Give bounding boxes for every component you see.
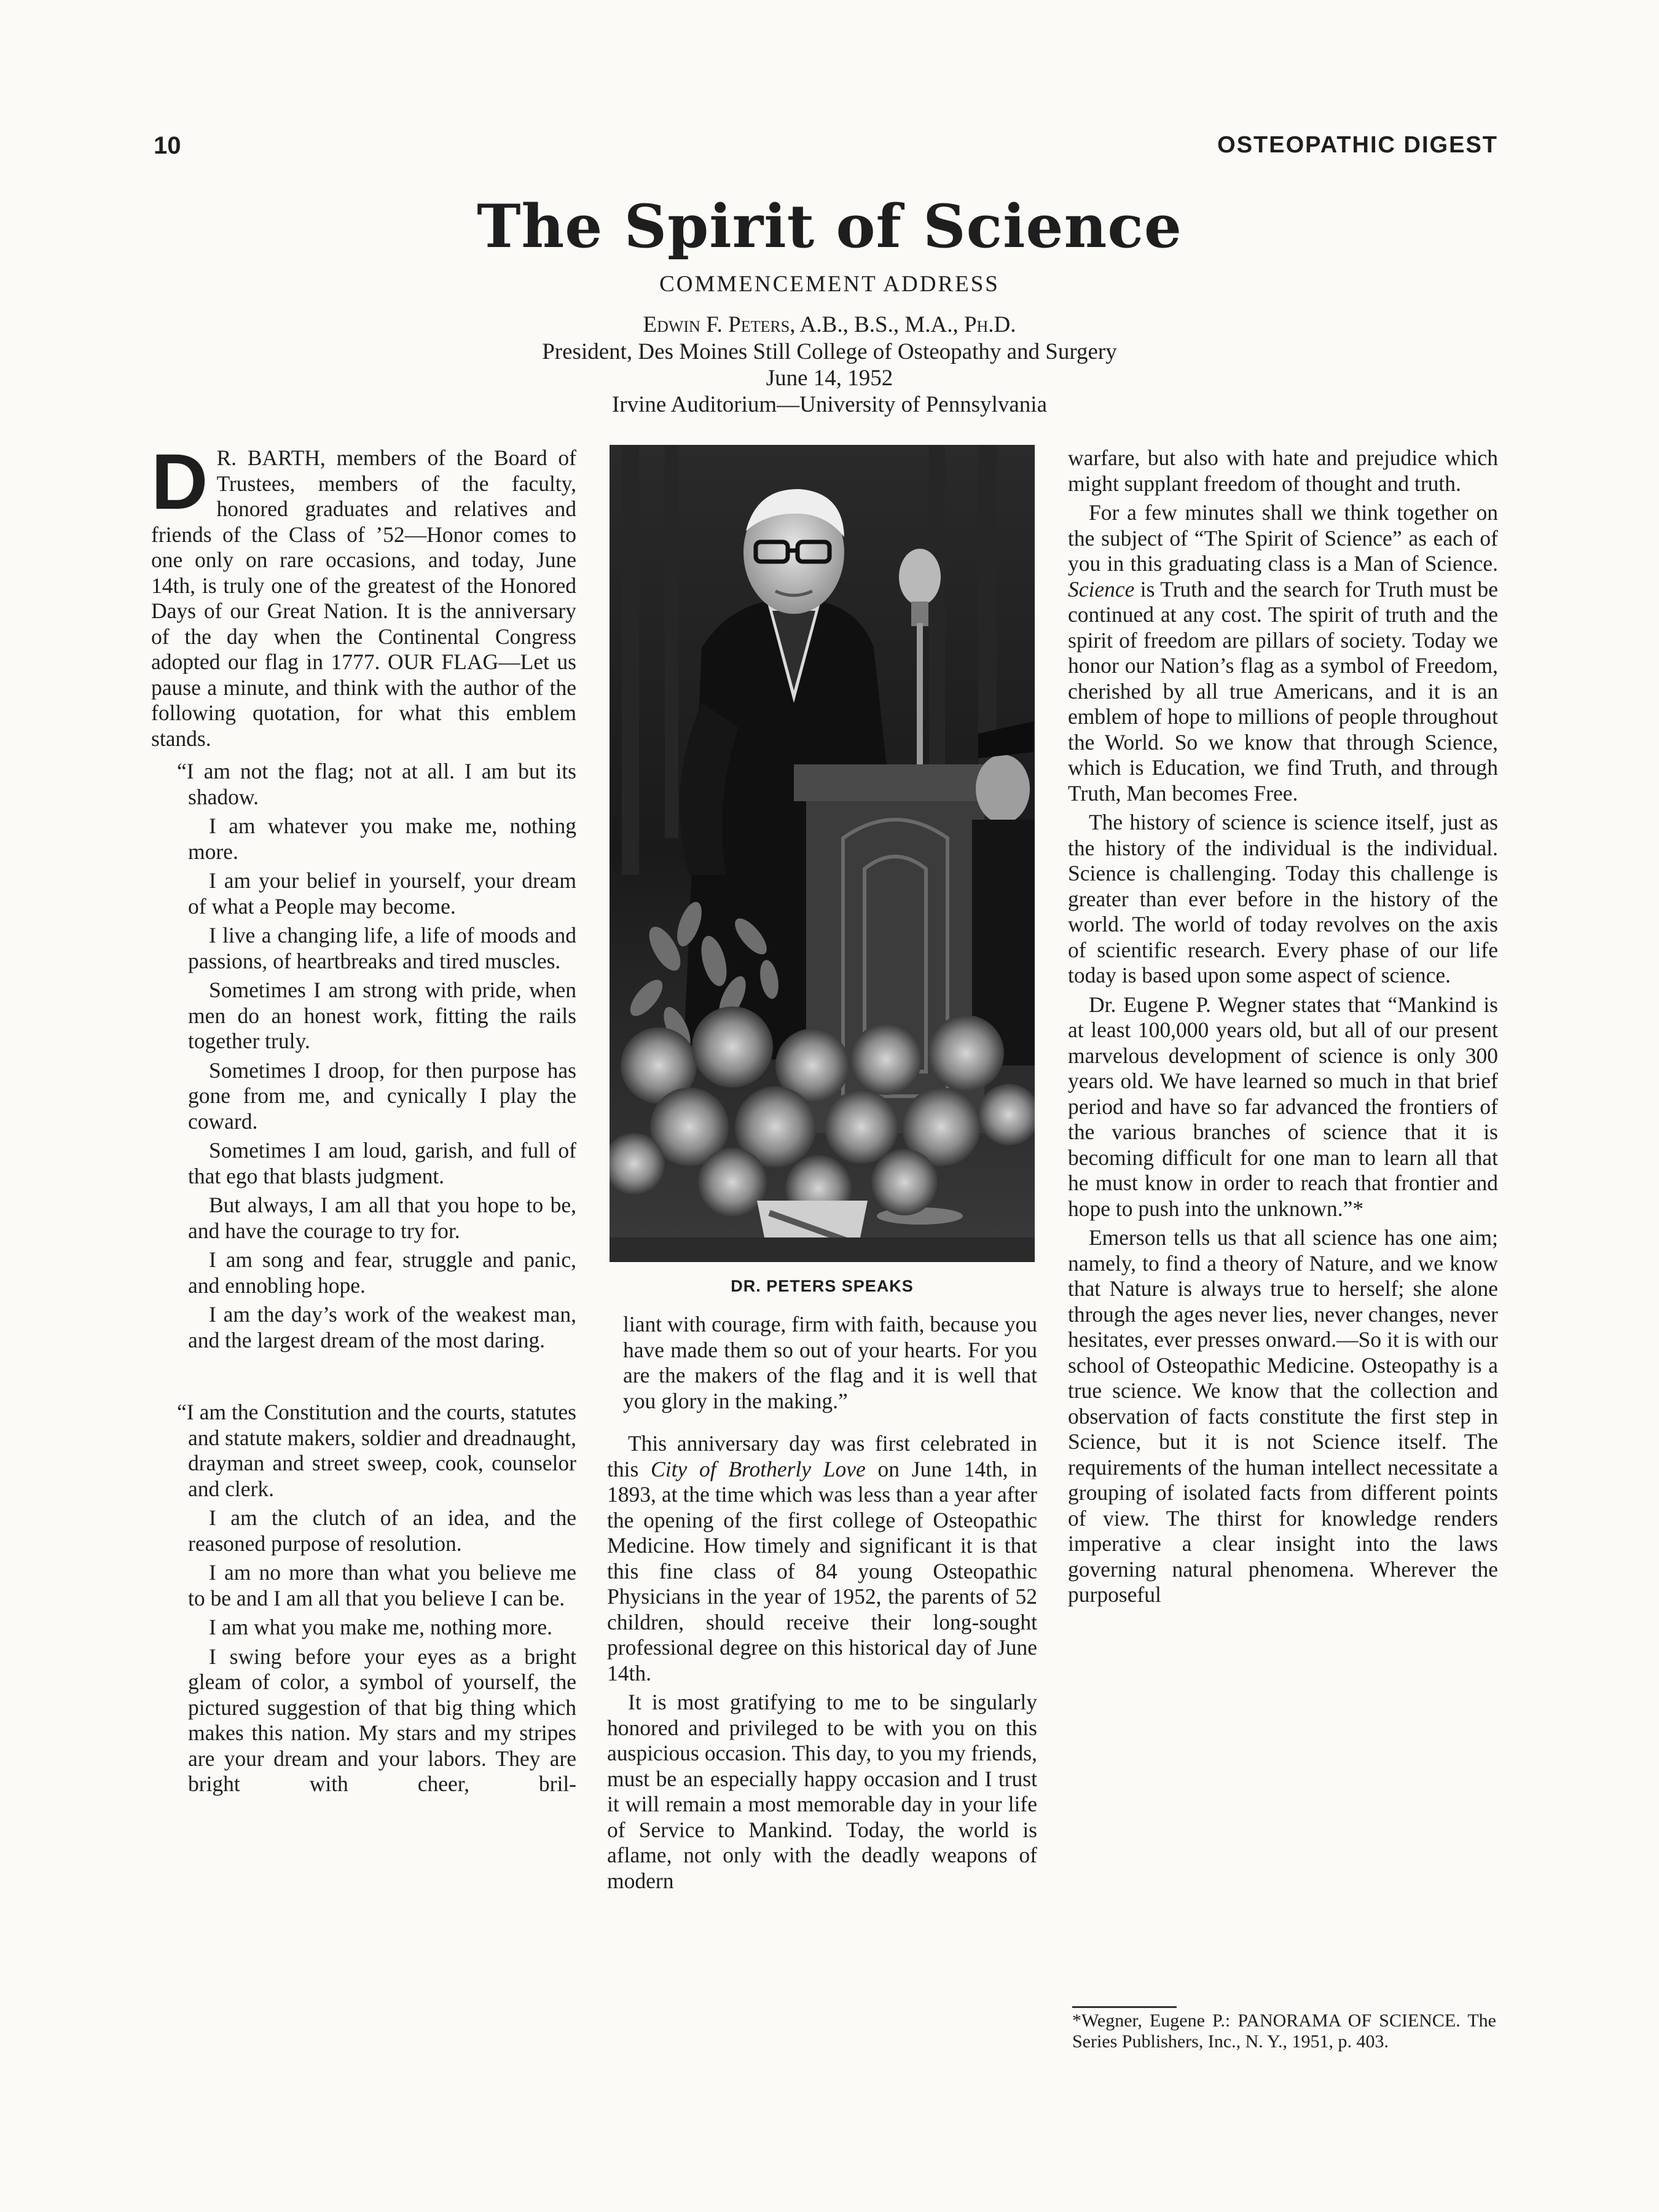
poem-line: I am no more than what you believe me to be and I am all that you believe I can be. xyxy=(188,1560,576,1610)
paragraph-warfare: warfare, but also with hate and prejudice which might supplant freedom of thought and truth. xyxy=(1068,445,1498,496)
address-venue: Irvine Auditorium—University of Pennsylvania xyxy=(611,392,1048,417)
poem-line: Sometimes I am strong with pride, when men do an honest work, fitting the rails together truly. xyxy=(188,978,576,1053)
poem-line: I swing before your eyes as a bright gleam of color, a symbol of yourself, the pictured suggestion of that big thing which makes this nation. My stars and my stripes are your dream and your labors. They are bright with cheer, bril- xyxy=(188,1644,576,1796)
author-affiliation: President, Des Moines Still College of Osteopathy and Surgery xyxy=(542,339,1117,364)
photo-caption: DR. PETERS SPEAKS xyxy=(731,1277,914,1295)
poem-line: “I am not the flag; not at all. I am but its shadow. xyxy=(177,759,576,809)
speaker-photo xyxy=(610,445,1035,1262)
poem-line: I am whatever you make me, nothing more. xyxy=(188,814,576,864)
poem-line: I am the clutch of an idea, and the reasoned purpose of resolution. xyxy=(188,1505,576,1556)
poem-line: I am what you make me, nothing more. xyxy=(209,1615,552,1639)
poem-line: Sometimes I am loud, garish, and full of that ego that blasts judgment. xyxy=(188,1138,576,1188)
paragraph-wegner-quote: Dr. Eugene P. Wegner states that “Mankind is at least 100,000 years old, but all of our present marvelous development of science is only 300 years old. We have learned so much in that brief period and have so far advanced the frontiers of the various branches of science that it is becoming difficult for one man to learn all that he must know in order to reach that frontier and hope to push into the unknown.”* xyxy=(1068,992,1498,1221)
column-middle xyxy=(607,1312,1037,1897)
article-title: The Spirit of Science xyxy=(477,192,1182,261)
article-subtitle: COMMENCEMENT ADDRESS xyxy=(659,272,1000,297)
author-byline: Edwin F. Peters, A.B., B.S., M.A., Ph.D. xyxy=(643,312,1016,337)
poem-line: I am the day’s work of the weakest man, and the largest dream of the most daring. xyxy=(188,1302,576,1352)
poem-line: “I am the Constitution and the courts, statutes and statute makers, soldier and dreadnaught, drayman and street sweep, cook, counselor and clerk. xyxy=(177,1400,576,1501)
paragraph-spirit-of-science: For a few minutes shall we think together on the subject of “The Spirit of Science” as each of you in this graduating class is a Man of Science. Science is Truth and the search for Truth must be continued at any cost. The spirit of truth and the spirit of freedom are pillars of society. Today we honor our Nation’s flag as a symbol of Freedom, cherished by all true Americans, and it is an emblem of hope to millions of people throughout the World. So we know that through Science, which is Education, we find Truth, and through Truth, Man becomes Free. xyxy=(1068,500,1498,806)
poem-line: I am song and fear, struggle and panic, and ennobling hope. xyxy=(188,1247,576,1298)
paragraph-emerson: Emerson tells us that all science has one aim; namely, to find a theory of Nature, and we know that Nature is always true to herself; she alone through the ages never lies, never changes, never hesitates, ever presses onward.—So it is with our school of Osteopathic Medicine. Osteopathy is a true science. We know that the collection and observation of facts constitute the first step in Science, but it is not Science itself. The requirements of the human intellect necessitate a grouping of isolated facts from different points of view. The thirst for knowledge renders imperative a clear insight into the laws governing natural phenomena. Wherever the purposeful xyxy=(1068,1225,1498,1607)
column-right xyxy=(1068,445,1498,1612)
page-number: 10 xyxy=(154,132,181,159)
column-left xyxy=(151,438,576,1801)
intro-text: R. BARTH, members of the Board of Trustees, members of the faculty, honored graduates and relatives and friends of the Class of ’52—Honor comes to one only on rare occasions, and today, June 14th, is truly one of the greatest of the Honored Days of our Great Nation. It is the anniversary of the day when the Continental Congress adopted our flag in 1777. OUR FLAG—Let us pause a minute, and think with the author of the following quotation, for what this emblem stands. xyxy=(151,445,576,751)
flag-poem-part-1 xyxy=(151,759,576,1353)
paragraph-anniversary: This anniversary day was first celebrated in this City of Brotherly Love on June 14th, in 1893, at the time which was less than a year after the opening of the first college of Osteopathic Medicine. How timely and significant it is that this fine class of 84 young Osteopathic Physicians in the year of 1952, the parents of 52 children, should receive their long-sought professional degree on this historical day of June 14th. xyxy=(607,1431,1037,1685)
intro-paragraph xyxy=(151,438,576,751)
poem-continuation: liant with courage, firm with faith, because you have made them so out of your hearts. For you are the makers of the flag and it is well that you glory in the making.” xyxy=(623,1312,1037,1413)
flag-poem-part-2 xyxy=(151,1400,576,1797)
address-date: June 14, 1952 xyxy=(766,366,893,391)
running-head: OSTEOPATHIC DIGEST xyxy=(1217,132,1498,158)
footnote: *Wegner, Eugene P.: PANORAMA OF SCIENCE. The Series Publishers, Inc., N. Y., 1951, p. 403. xyxy=(1072,2010,1496,2052)
paragraph-history-of-science: The history of science is science itself, just as the history of the individual is the individual. Science is challenging. Today this challenge is greater than ever before in the history of the world. The world of today revolves on the axis of scientific research. Every phase of our life today is based upon some aspect of science. xyxy=(1068,810,1498,987)
paragraph-gratifying: It is most gratifying to me to be singularly honored and privileged to be with you on this auspicious occasion. This day, to you my friends, must be an especially happy occasion and I trust it will remain a most memorable day in your life of Service to Mankind. Today, the world is aflame, not only with the deadly weapons of modern xyxy=(607,1690,1037,1893)
drop-cap: D xyxy=(151,438,208,526)
footnote-rule xyxy=(1072,2006,1177,2008)
poem-line: Sometimes I droop, for then purpose has gone from me, and cynically I play the coward. xyxy=(188,1057,576,1134)
poem-line: But always, I am all that you hope to be, and have the courage to try for. xyxy=(188,1193,576,1243)
poem-line: I live a changing life, a life of moods and passions, of heartbreaks and tired muscles. xyxy=(188,923,576,973)
poem-line: I am your belief in yourself, your dream of what a People may become. xyxy=(188,868,576,919)
